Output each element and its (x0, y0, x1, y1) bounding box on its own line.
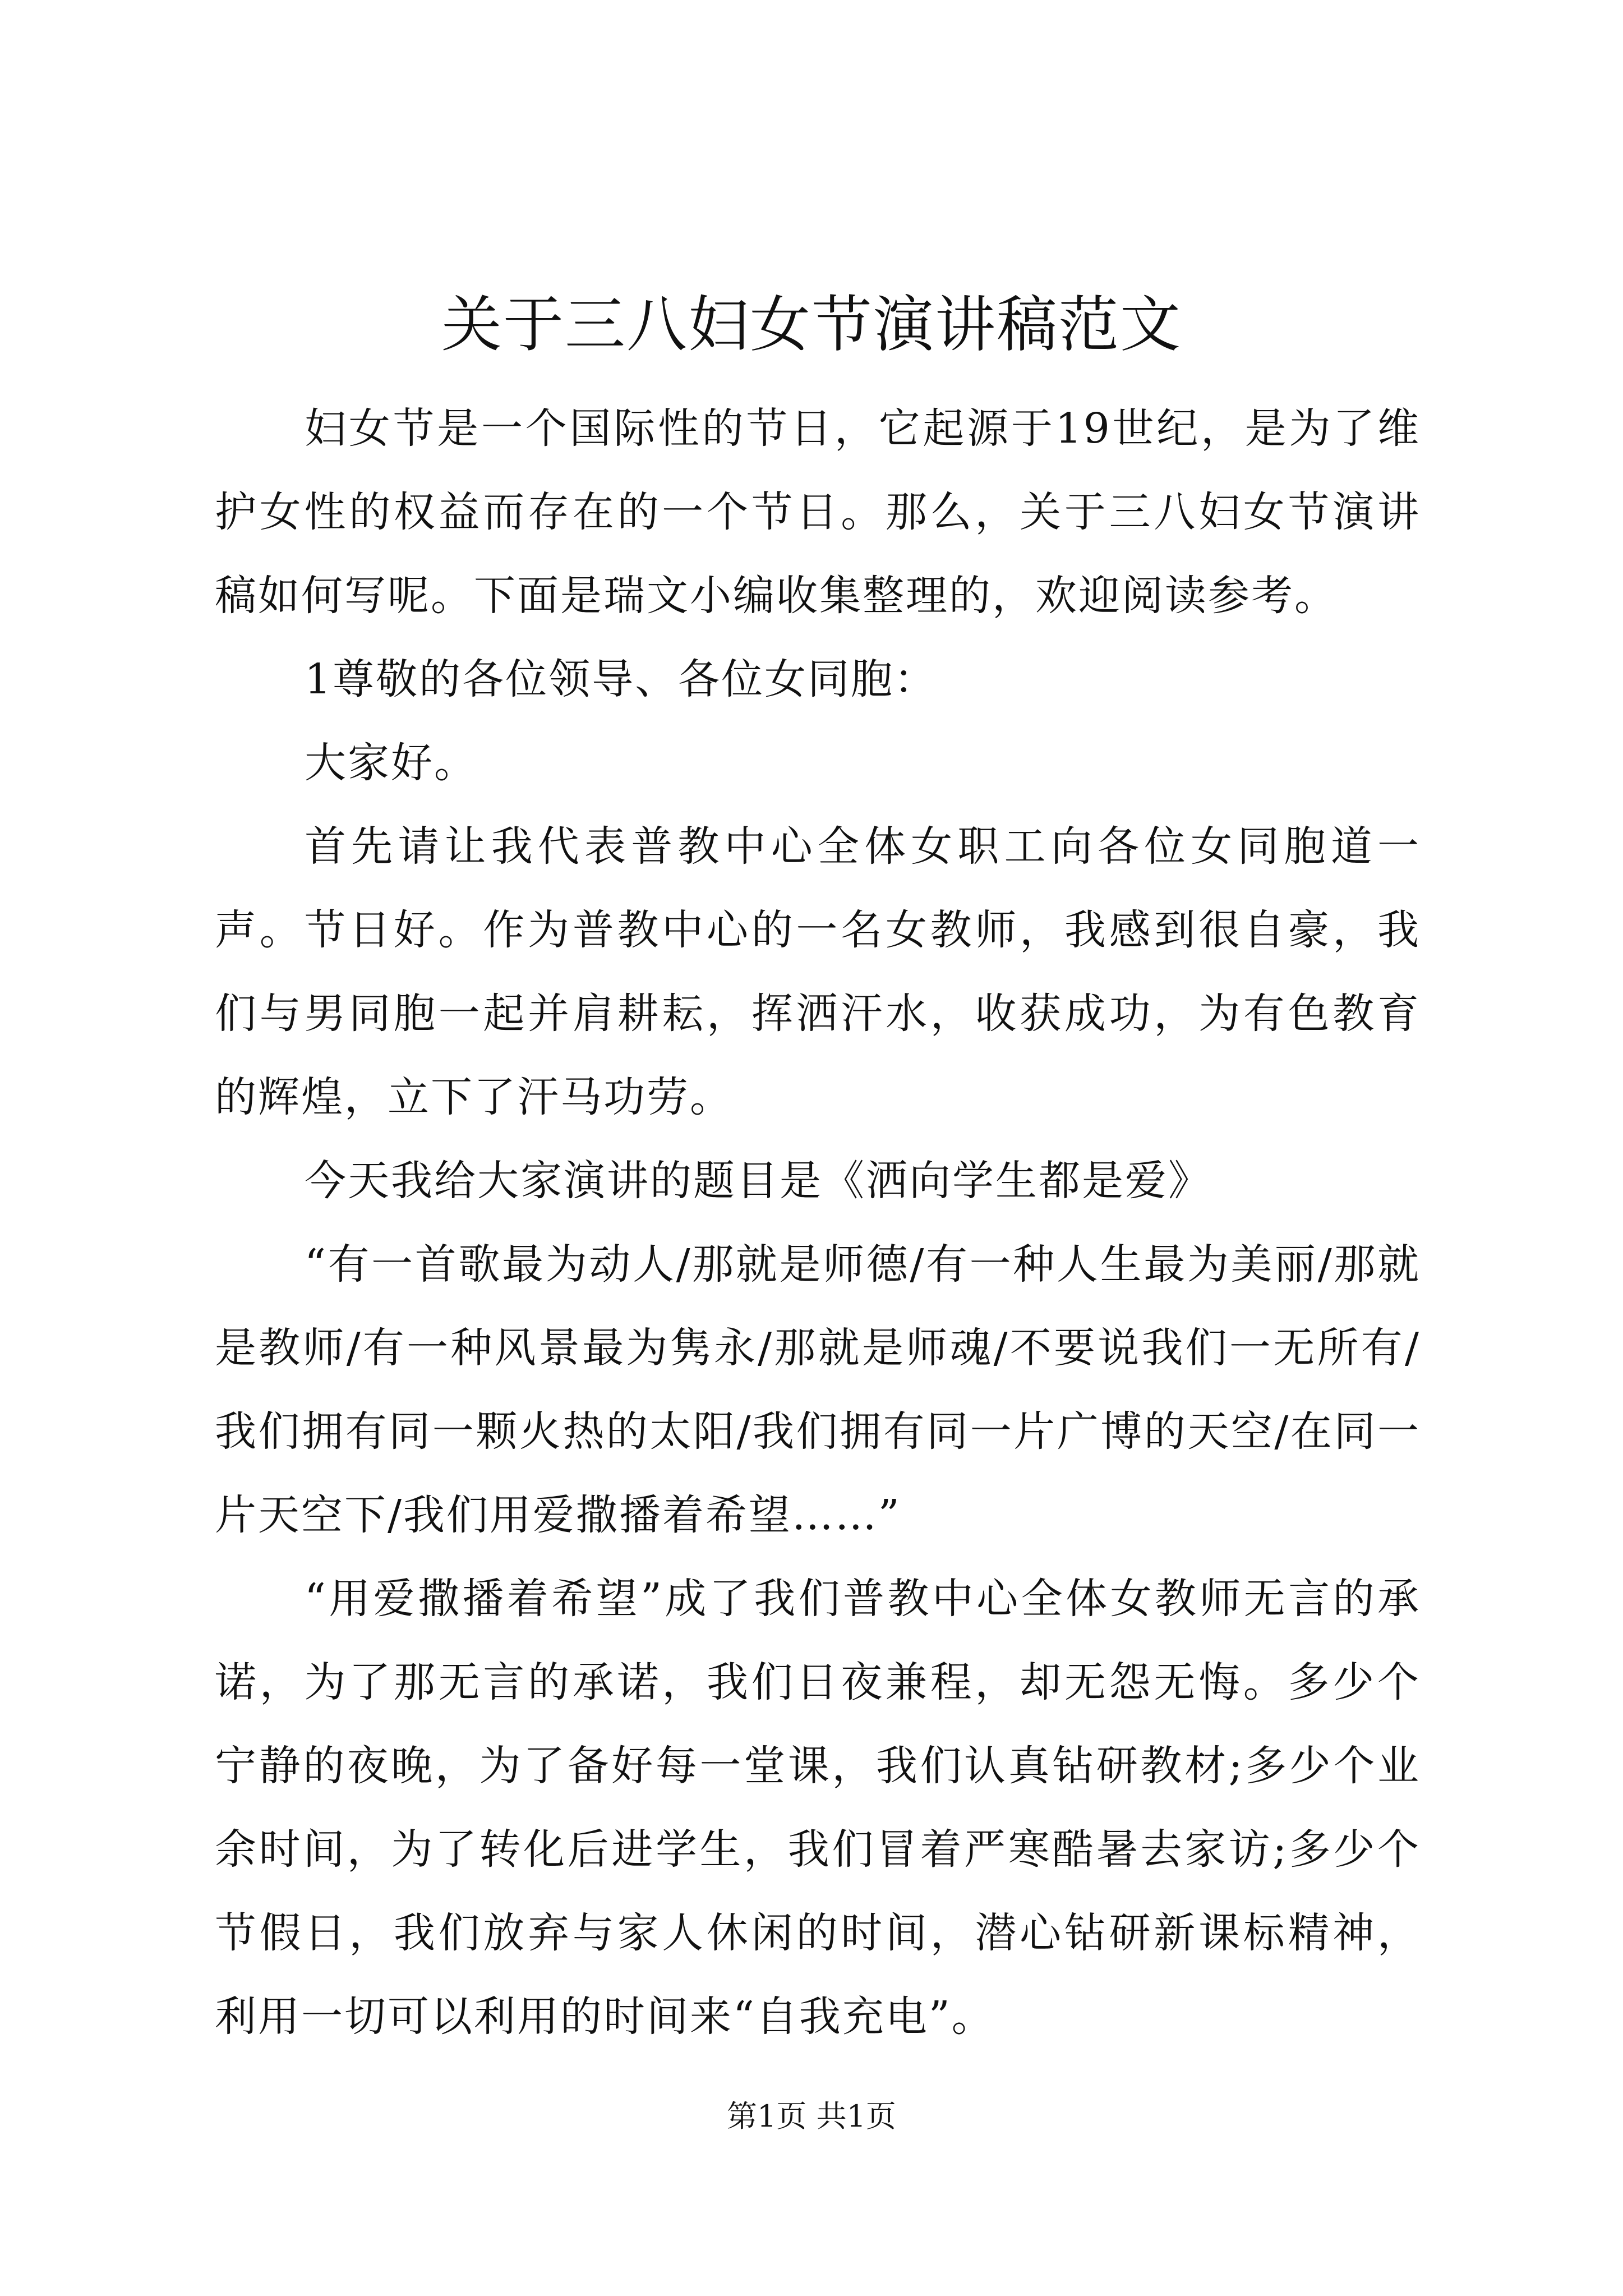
document-title: 关于三八妇女节演讲稿范文 (441, 290, 1182, 360)
paragraph-topic: 今天我给大家演讲的题目是《洒向学生都是爱》 (305, 1157, 1211, 1205)
document-body (215, 387, 1421, 2059)
paragraph-opening: 首先请让我代表普教中心全体女职工向各位女同胞道一声。节日好。作为普教中心的一名女教师，我感到很自豪，我们与男同胞一起并肩耕耘，挥洒汗水，收获成功，为有色教育的辉煌，立下了汗马功劳。 (215, 822, 1421, 1121)
page-footer: 第1页 共1页 (727, 2099, 896, 2134)
paragraph-intro: 妇女节是一个国际性的节日，它起源于19世纪，是为了维护女性的权益而存在的一个节日。那么，关于三八妇女节演讲稿如何写呢。下面是瑞文小编收集整理的，欢迎阅读参考。 (215, 404, 1421, 620)
paragraph-poem: “有一首歌最为动人/那就是师德/有一种人生最为美丽/那就是教师/有一种风景最为隽永/那就是师魂/不要说我们一无所有/我们拥有同一颗火热的太阳/我们拥有同一片广博的天空/在同一片天空下/我们用爱撒播着希望……” (215, 1240, 1421, 1539)
paragraph-salutation: 1尊敬的各位领导、各位女同胞： (305, 655, 938, 703)
paragraph-promise: “用爱撒播着希望”成了我们普教中心全体女教师无言的承诺，为了那无言的承诺，我们日夜兼程，却无怨无悔。多少个宁静的夜晚，为了备好每一堂课，我们认真钻研教材;多少个业余时间，为了转化后进学生，我们冒着严寒酷暑去家访;多少个节假日，我们放弃与家人休闲的时间，潜心钻研新课标精神，利用一切可以利用的时间来“自我充电”。 (215, 1575, 1421, 2041)
paragraph-greeting: 大家好。 (305, 739, 477, 787)
